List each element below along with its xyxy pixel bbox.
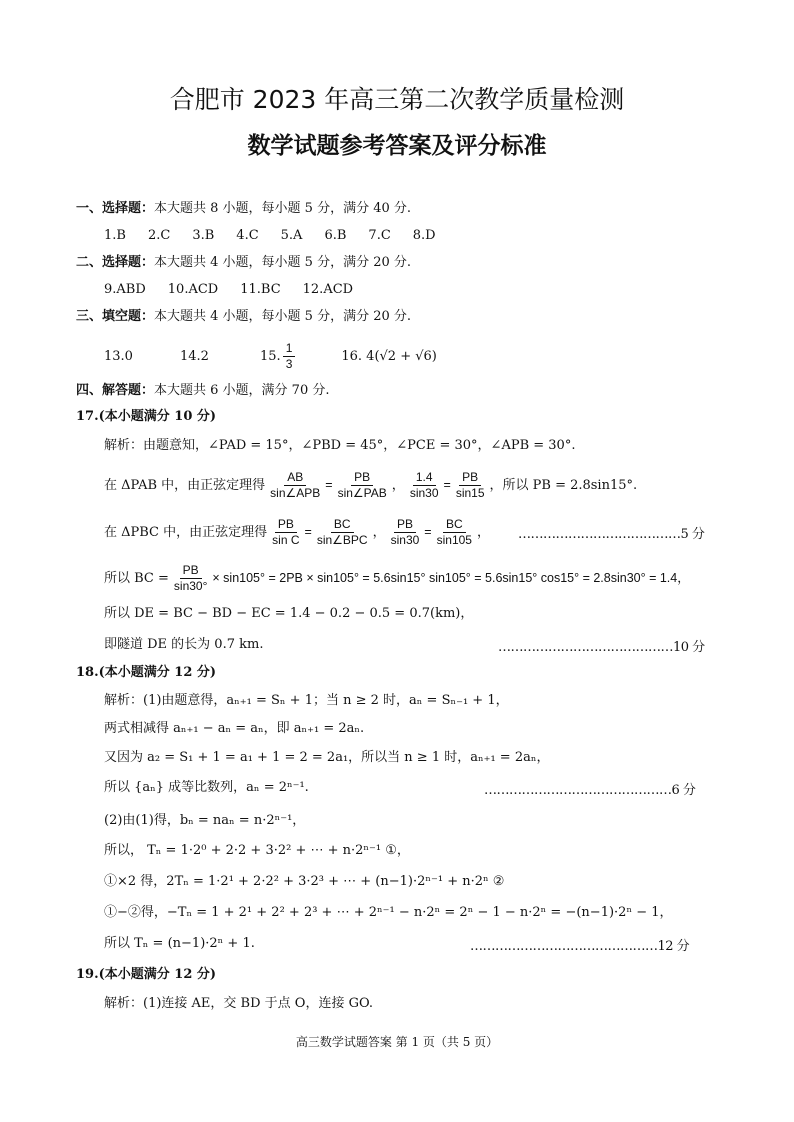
fraction-denominator: sin105 [436,533,472,547]
q17-heading: 17.(本小题满分 10 分) [76,409,217,424]
fraction-denominator: 3 [285,357,293,371]
q18-line-2: 两式相减得 aₙ₊₁ − aₙ = aₙ，即 aₙ₊₁ = 2aₙ. [104,721,365,736]
q18-line-8: ①−②得，−Tₙ = 1 + 2¹ + 2² + 2³ + ⋯ + 2ⁿ⁻¹ − n·2ⁿ = 2ⁿ − 1 − n·2ⁿ = −(n−1)·2ⁿ − 1， [104,905,673,920]
fraction-numerator: PB [180,563,202,579]
fraction-numerator: BC [443,517,466,533]
fraction [388,517,423,548]
fraction [434,517,475,548]
fraction-denominator: sin∠APB [270,486,321,500]
answer-10: 10.ACD [167,282,219,297]
q17-line-2-text: 在 ΔPAB 中，由正弦定理得 [104,478,266,493]
page-subtitle: 数学试题参考答案及评分标准 [247,133,547,159]
answer-16: 16. 4(√2 + √6) [341,349,437,364]
section-2 [76,254,411,272]
fraction-numerator: BC [331,517,354,533]
page-footer: 高三数学试题答案 第 1 页（共 5 页） [295,1035,499,1049]
fraction-numerator: AB [284,470,306,486]
fraction-denominator: sin∠BPC [316,533,368,547]
section-1-heading: 一、选择题： [76,201,155,216]
fraction-denominator: sin C [272,533,300,547]
section-4-heading: 四、解答题： [76,383,155,398]
answer-11: 11.BC [240,282,281,297]
q17-line-3-text: 在 ΔPBC 中，由正弦定理得 [104,525,268,540]
section-1 [76,200,411,218]
section-3 [76,308,411,326]
fraction-denominator: sin30 [390,533,420,547]
q18-line-5: (2)由(1)得，bₙ = naₙ = n·2ⁿ⁻¹， [104,813,306,828]
fraction-numerator: PB [394,517,416,533]
score-label: 10 分 [673,640,705,655]
q17-line-6: 即隧道 DE 的长为 0.7 km. [104,637,264,652]
q17-line-3: 在 ΔPBC 中，由正弦定理得 $\frac{PB}{\text{sin C}}$ = $\frac{BC}{\text{sin∠BPC}}$ ， $\frac{PB}{\sin 30}$ = $\frac{BC}{\sin 105}$ ， [104,517,490,547]
score-label: 12 分 [657,939,690,954]
answer-7: 7.C [368,228,391,243]
section-3-answers [104,340,437,374]
answer-14: 14.2 [180,349,209,364]
answer-15-fraction [283,341,296,372]
answer-4: 4.C [236,228,259,243]
fraction-denominator: sin30 [409,486,439,500]
answer-8: 8.D [412,228,436,243]
fraction [314,517,371,548]
q17-line-2: 在 ΔPAB 中，由正弦定理得 $\frac{AB}{\text{sin∠APB}}$ = $\frac{PB}{\text{sin∠PAB}}$ ， $\frac{1.4}{\sin 30}$ = $\frac{PB}{\sin 15}$ ，所以 PB = 2.8sin15°. [104,470,638,500]
q17-line-5: 所以 DE = BC − BD − EC = 1.4 − 0.2 − 0.5 = 0.7(km)， [104,606,474,621]
answer-9: 9.ABD [104,282,146,297]
q17-score-5: …………………………………5 分 [518,527,705,542]
answer-3: 3.B [192,228,215,243]
q17-line-4-tail: × sin105° = 2PB × sin105° = 5.6sin15° sin105° = 5.6sin15° cos15° = 2.8sin30° = 1.4， [212,571,690,585]
section-4-desc: 本大题共 6 小题，满分 70 分. [154,383,330,398]
section-3-desc: 本大题共 4 小题，每小题 5 分，满分 20 分. [154,309,412,324]
q18-line-1: 解析：(1)由题意得，aₙ₊₁ = Sₙ + 1；当 n ≥ 2 时，aₙ = Sₙ₋₁ + 1， [104,693,509,708]
section-4 [76,382,330,400]
fraction-numerator: 1 [283,341,296,357]
fraction-denominator: sin∠PAB [337,486,387,500]
fraction [407,470,442,501]
answer-15-label: 15. [260,349,281,364]
q17-line-4 [104,558,690,599]
answer-1: 1.B [104,228,126,243]
fraction-numerator: 1.4 [413,470,436,486]
answer-5: 5.A [280,228,303,243]
score-label: 6 分 [671,783,696,798]
fraction-numerator: PB [275,517,297,533]
fraction [453,470,488,501]
q18-heading: 18.(本小题满分 12 分) [76,665,217,680]
fraction [269,517,302,548]
section-1-answers [104,227,458,245]
section-2-heading: 二、选择题： [76,255,155,270]
section-2-desc: 本大题共 4 小题，每小题 5 分，满分 20 分. [154,255,412,270]
fraction [335,470,390,501]
q17-line-1: 解析：由题意知，∠PAD = 15°，∠PBD = 45°，∠PCE = 30°，∠APB = 30°. [104,438,576,453]
q18-line-7: ①×2 得，2Tₙ = 1·2¹ + 2·2² + 3·2³ + ⋯ + (n−1)·2ⁿ⁻¹ + n·2ⁿ ② [104,874,505,889]
answer-12: 12.ACD [302,282,354,297]
answer-6: 6.B [324,228,347,243]
q18-line-4: 所以 {aₙ} 成等比数列，aₙ = 2ⁿ⁻¹. [104,780,309,795]
section-1-desc: 本大题共 8 小题，每小题 5 分，满分 40 分. [154,201,412,216]
fraction-denominator: sin15 [455,486,485,500]
section-2-answers [104,281,375,299]
answer-15 [260,341,297,371]
fraction [171,563,211,594]
q17-score-10: ……………………………………10 分 [498,640,705,655]
q19-heading: 19.(本小题满分 12 分) [76,967,217,982]
q18-line-3: 又因为 a₂ = S₁ + 1 = a₁ + 1 = 2 = 2a₁，所以当 n ≥ 1 时，aₙ₊₁ = 2aₙ， [104,750,550,765]
q17-line-2-tail: ，所以 PB = 2.8sin15°. [489,478,638,493]
q17-line-4-text: 所以 BC = [104,571,169,586]
answer-2: 2.C [147,228,171,243]
score-label: 5 分 [680,527,705,542]
q18-score-6: ………………………………………6 分 [484,783,696,798]
fraction-denominator: sin30° [173,579,208,593]
fraction-numerator: PB [459,470,481,486]
section-3-heading: 三、填空题： [76,309,155,324]
page-title: 合肥市 2023 年高三第二次教学质量检测 [169,85,625,114]
fraction-numerator: PB [351,470,373,486]
fraction [267,470,323,501]
q19-line-1: 解析：(1)连接 AE，交 BD 于点 O，连接 GO. [104,996,374,1011]
q18-line-9: 所以 Tₙ = (n−1)·2ⁿ + 1. [104,936,255,951]
answer-13: 13.0 [104,349,133,364]
q18-line-6: 所以， Tₙ = 1·2⁰ + 2·2 + 3·2² + ⋯ + n·2ⁿ⁻¹ ①， [104,843,410,858]
q18-score-12: ………………………………………12 分 [470,939,690,954]
